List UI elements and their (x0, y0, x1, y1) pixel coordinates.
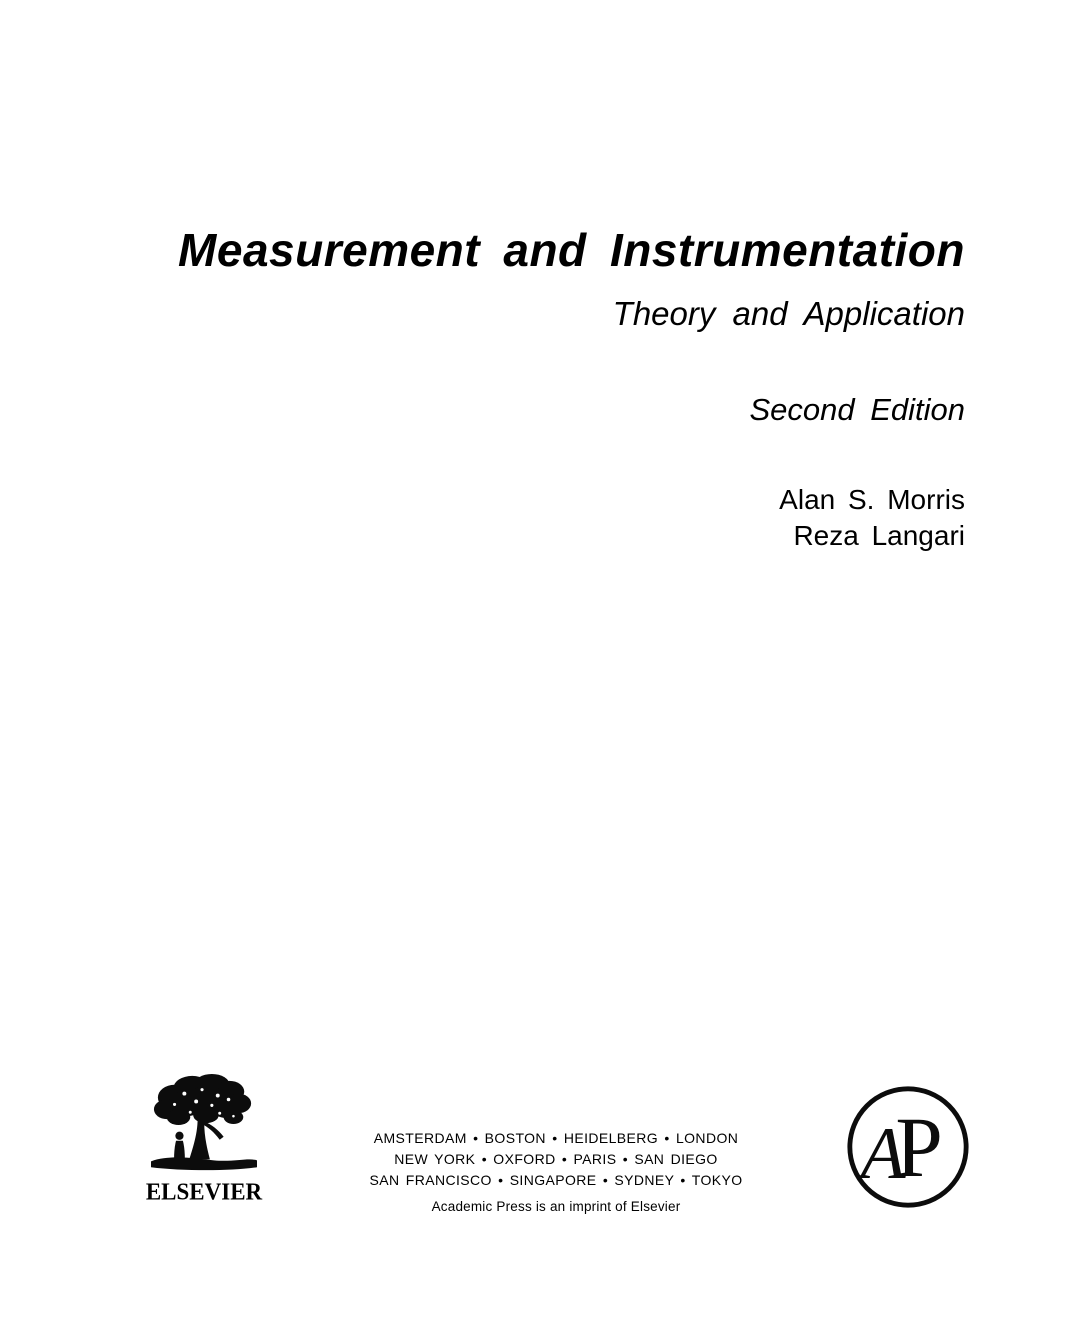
book-title: Measurement and Instrumentation (178, 224, 965, 276)
ap-letter-p: P (895, 1101, 943, 1196)
ap-monogram-icon (845, 1084, 971, 1210)
elsevier-wordmark: ELSEVIER (145, 1178, 263, 1205)
author-name-2: Reza Langari (793, 520, 965, 551)
title-block (178, 222, 965, 554)
imprint-note: Academic Press is an imprint of Elsevier (431, 1199, 681, 1214)
elsevier-logo (138, 1072, 270, 1205)
authors-block (178, 482, 965, 554)
ap-letter-a: A (860, 1112, 906, 1195)
book-subtitle: Theory and Application (612, 295, 965, 332)
author-name-1: Alan S. Morris (779, 484, 965, 515)
publisher-cities-block (346, 1128, 766, 1216)
cities-line-1: AMSTERDAM • BOSTON • HEIDELBERG • LONDON (373, 1130, 739, 1146)
cities-line-3: SAN FRANCISCO • SINGAPORE • SYDNEY • TOKYO (369, 1172, 743, 1188)
elsevier-tree-icon (145, 1072, 263, 1178)
academic-press-logo (845, 1084, 971, 1210)
edition-label: Second Edition (749, 392, 965, 427)
cities-line-2: NEW YORK • OXFORD • PARIS • SAN DIEGO (394, 1151, 718, 1167)
